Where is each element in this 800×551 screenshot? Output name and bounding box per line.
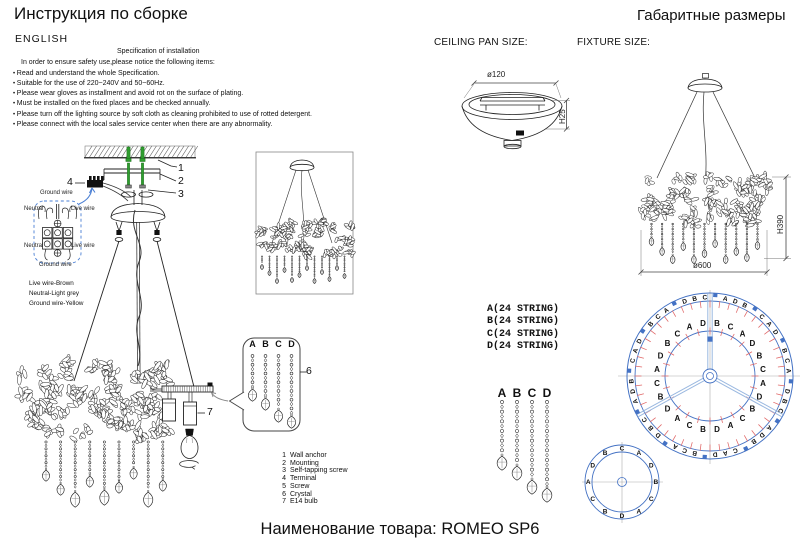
label-neutral-top: Neutral: [24, 206, 44, 212]
svg-text:D: D: [664, 404, 671, 414]
bubble-string-label-c: C: [275, 339, 282, 349]
svg-text:B: B: [657, 392, 664, 402]
wire-color-neutral: Neutral-Light grey: [29, 290, 80, 297]
part-num: 1: [282, 452, 286, 459]
string-label-c: C: [527, 386, 537, 400]
svg-text:B: B: [691, 295, 698, 304]
parts-list-item: [279, 467, 348, 475]
part-name: Self-tapping screw: [290, 467, 348, 475]
svg-text:A: A: [631, 397, 641, 405]
svg-text:A: A: [671, 441, 680, 451]
svg-text:C: C: [782, 357, 791, 364]
svg-text:B: B: [700, 424, 706, 434]
svg-text:D: D: [635, 337, 645, 346]
svg-text:D: D: [782, 388, 791, 395]
parts-list-item: [279, 475, 348, 483]
string-label-d: D: [542, 386, 552, 400]
svg-text:A: A: [760, 378, 766, 388]
svg-text:B: B: [740, 301, 749, 311]
string-ring-diagram: [618, 290, 800, 464]
label-neutral-bottom: Neutral: [24, 243, 44, 249]
svg-text:C: C: [775, 406, 785, 415]
string-count-b: B(24 STRING): [487, 316, 560, 328]
svg-text:B: B: [714, 318, 720, 328]
wire-color-live: Live wire-Brown: [29, 280, 74, 287]
callout-crystal: 6: [306, 365, 312, 377]
label-ground-wire-bottom: Ground wire: [39, 262, 72, 268]
fixture-size-label: FIXTURE SIZE:: [577, 37, 651, 48]
string-count-c: C(24 STRING): [487, 328, 560, 340]
parts-list-item: [279, 498, 348, 506]
svg-text:D: D: [731, 297, 739, 307]
svg-text:C: C: [674, 329, 681, 339]
svg-text:C: C: [739, 414, 746, 424]
string-label-b: B: [512, 386, 522, 400]
svg-text:D: D: [654, 430, 663, 439]
svg-text:A: A: [585, 479, 591, 487]
part-num: 7: [282, 498, 286, 506]
label-live-wire-bottom: Live wire: [71, 243, 95, 249]
string-label-a: A: [497, 386, 507, 400]
pan-diameter-dim: ø120: [487, 70, 506, 79]
svg-text:C: C: [681, 445, 689, 455]
svg-text:A: A: [654, 364, 660, 374]
dimensions-title: Габаритные размеры: [637, 7, 786, 24]
string-counts: [487, 304, 559, 354]
svg-text:A: A: [636, 508, 642, 516]
svg-text:B: B: [602, 449, 608, 457]
spec-bullet: • Read and understand the whole Specification.: [13, 69, 312, 79]
svg-text:C: C: [731, 445, 739, 455]
svg-text:A: A: [722, 295, 729, 304]
svg-text:B: B: [749, 436, 758, 446]
bubble-string-label-a: A: [249, 339, 256, 349]
callout-mounting: 2: [178, 175, 184, 187]
svg-text:C: C: [654, 313, 663, 322]
parts-list-item: [279, 452, 348, 460]
svg-text:A: A: [784, 368, 792, 374]
ceiling-pan-view: [462, 81, 570, 149]
spec-intro: In order to ensure safety use,please notice the following items:: [21, 59, 215, 66]
svg-text:B: B: [647, 320, 656, 329]
bubble-string-label-b: B: [262, 339, 269, 349]
svg-text:D: D: [757, 430, 766, 439]
spec-bullet: • Please turn off the lighting source by soft cloth as cleaning prohibited to use of rotted detergent.: [13, 110, 312, 120]
svg-text:C: C: [640, 415, 650, 424]
wire-color-legend: [29, 279, 83, 309]
fixture-height-dim: H390: [776, 214, 785, 234]
part-name: E14 bulb: [290, 498, 318, 506]
part-num: 3: [282, 467, 286, 475]
svg-text:D: D: [770, 328, 780, 337]
svg-text:D: D: [648, 462, 654, 470]
wire-color-ground: Ground wire-Yellow: [29, 300, 84, 307]
svg-text:D: D: [714, 424, 720, 434]
svg-text:C: C: [629, 357, 638, 364]
part-num: 4: [282, 475, 286, 483]
svg-text:C: C: [757, 313, 766, 322]
svg-text:D: D: [749, 339, 756, 349]
svg-text:A: A: [739, 329, 746, 339]
svg-text:D: D: [712, 450, 718, 458]
svg-text:B: B: [779, 397, 789, 405]
svg-text:B: B: [691, 448, 698, 457]
svg-text:B: B: [628, 378, 636, 384]
svg-text:B: B: [664, 339, 671, 349]
label-ground-wire-top: Ground wire: [40, 190, 73, 196]
callout-terminal: 4: [67, 176, 73, 188]
part-name: Mounting: [290, 459, 319, 467]
svg-text:A: A: [636, 449, 642, 457]
label-live-wire-top: Live wire: [71, 206, 95, 212]
string-count-a: A(24 STRING): [487, 304, 560, 315]
svg-text:A: A: [727, 421, 734, 431]
svg-text:A: A: [764, 423, 773, 432]
svg-text:A: A: [686, 322, 693, 332]
callout-wall-anchor: 1: [178, 162, 184, 174]
svg-text:C: C: [619, 445, 625, 453]
svg-text:A: A: [662, 306, 671, 316]
svg-text:B: B: [749, 404, 756, 414]
spec-title: Specification of installation: [117, 48, 200, 55]
svg-text:C: C: [686, 421, 693, 431]
parts-list-item: [279, 460, 348, 468]
svg-text:C: C: [702, 294, 708, 302]
part-num: 6: [282, 490, 286, 498]
svg-text:D: D: [590, 462, 596, 470]
svg-text:D: D: [756, 392, 763, 402]
pan-height-dim: H25: [558, 109, 567, 124]
svg-text:B: B: [779, 347, 789, 355]
svg-text:B: B: [647, 423, 656, 432]
svg-text:A: A: [631, 347, 641, 355]
svg-text:D: D: [700, 318, 706, 328]
parts-list: [279, 452, 348, 506]
svg-text:A: A: [722, 448, 729, 457]
svg-text:C: C: [654, 378, 660, 388]
spec-bullet: • Please wear gloves as installment and avoid rot on the surface of plating.: [13, 89, 312, 99]
ceiling-pan-size-label: CEILING PAN SIZE:: [434, 37, 528, 48]
part-num: 2: [282, 459, 286, 467]
svg-text:C: C: [760, 364, 766, 374]
product-name: Наименование товара: ROMEO SP6: [260, 520, 540, 538]
parts-list-item: [279, 483, 348, 491]
string-count-d: D(24 STRING): [487, 341, 560, 353]
svg-text:D: D: [681, 297, 689, 307]
part-num: 5: [282, 482, 286, 490]
fixture-overview-box: [255, 152, 356, 294]
part-name: Wall anchor: [290, 452, 327, 459]
part-name: Screw: [290, 482, 310, 490]
spec-bullet: • Must be installed on the fixed places and be checked annually.: [13, 99, 312, 109]
svg-text:D: D: [629, 388, 638, 395]
sample-strings: [497, 400, 552, 502]
svg-text:A: A: [674, 414, 681, 424]
fixture-diameter-dim: ø600: [693, 261, 712, 270]
part-name: Crystal: [290, 490, 312, 498]
svg-text:B: B: [653, 479, 659, 487]
svg-text:C: C: [648, 496, 654, 504]
callout-e14-bulb: 7: [207, 406, 213, 418]
bubble-string-label-d: D: [288, 339, 295, 349]
part-name: Terminal: [290, 475, 317, 483]
callout-self-tapping-screw: 3: [178, 188, 184, 200]
spec-bullet: • Suitable for the use of 220~240V and 50~60Hz.: [13, 79, 312, 89]
language-label: ENGLISH: [15, 33, 69, 45]
svg-text:D: D: [657, 351, 664, 361]
fixture-front-view: [637, 74, 791, 277]
page-title: Инструкция по сборке: [14, 4, 188, 23]
svg-text:B: B: [602, 508, 608, 516]
svg-text:A: A: [764, 320, 773, 329]
small-ring-diagram: [582, 442, 663, 523]
spec-bullets: [13, 69, 312, 130]
svg-text:D: D: [619, 513, 625, 520]
svg-text:C: C: [590, 496, 596, 504]
spec-bullet: • Please connect with the local sales service center when there are any abnormality.: [13, 120, 312, 130]
svg-text:C: C: [727, 322, 734, 332]
svg-text:B: B: [756, 351, 763, 361]
parts-list-item: [279, 491, 348, 499]
